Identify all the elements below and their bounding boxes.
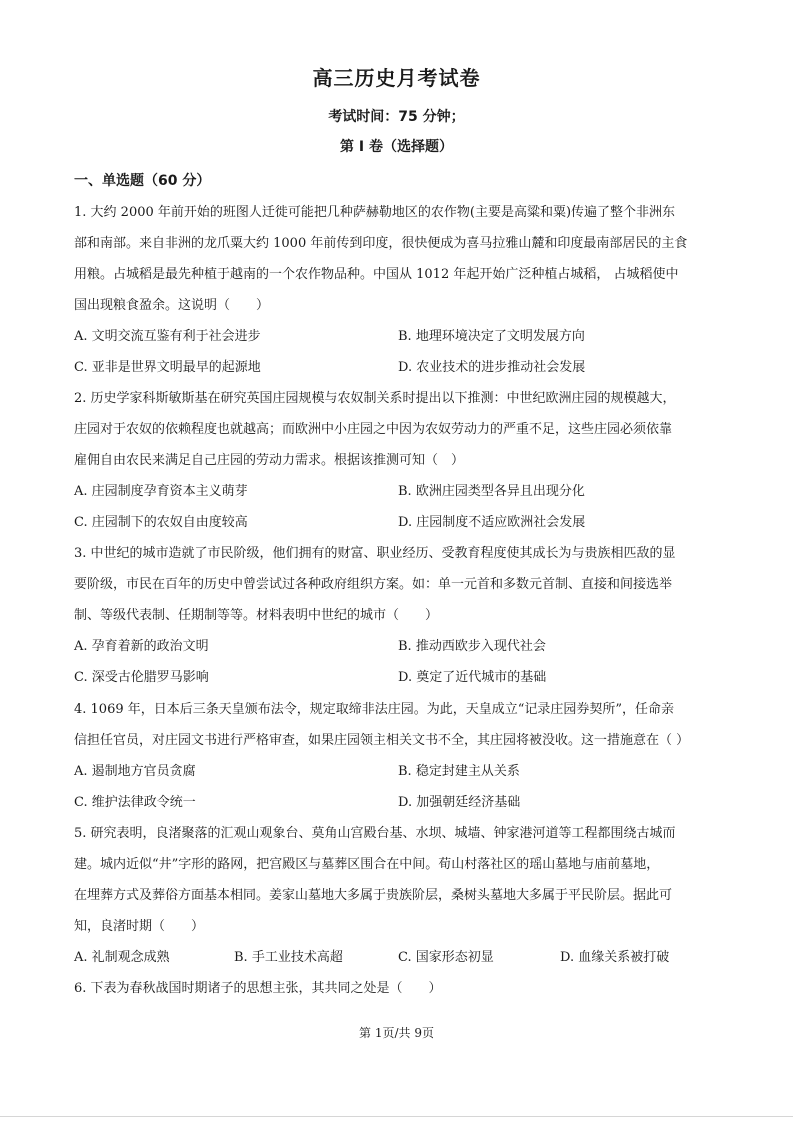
option-c[interactable]: C. 亚非是世界文明最早的起源地 <box>74 360 261 375</box>
question-line: 雇佣自由农民来满足自己庄园的劳动力需求。根据该推测可知（ ） <box>74 453 465 468</box>
question-line: 6. 下表为春秋战国时期诸子的思想主张，其共同之处是（ ） <box>74 981 442 996</box>
option-a[interactable]: A. 孕育着新的政治文明 <box>74 639 209 654</box>
question-6 <box>74 973 726 1004</box>
option-c[interactable]: C. 维护法律政令统一 <box>74 795 196 810</box>
question-line: 5. 研究表明，良渚聚落的汇观山观象台、莫角山宫殿台基、水坝、城墙、钟家港河道等工程都围绕古城而 <box>74 826 676 841</box>
question-3-options <box>74 631 726 693</box>
option-b[interactable]: B. 稳定封建主从关系 <box>398 764 520 779</box>
page-number: 第 1页/共 9页 <box>359 1026 434 1040</box>
section-heading: 一、单选题（60 分） <box>74 173 211 189</box>
question-1-options <box>74 321 726 383</box>
question-5-options <box>74 942 726 973</box>
question-line: 信担任官员，对庄园文书进行严格审查，如果庄园领主相关文书不全，其庄园将被没收。这一措施意在（ ） <box>74 733 690 748</box>
option-c[interactable]: C. 庄园制下的农奴自由度较高 <box>74 515 248 530</box>
option-c[interactable]: C. 深受古伦腊罗马影响 <box>74 670 209 685</box>
option-b[interactable]: B. 地理环境决定了文明发展方向 <box>398 329 585 344</box>
volume-heading: 第 I 卷（选择题） <box>340 139 453 155</box>
question-line: 2. 历史学家科斯敏斯基在研究英国庄园规模与农奴制关系时提出以下推测：中世纪欧洲庄园的规模越大， <box>74 391 676 406</box>
question-4-options <box>74 756 726 818</box>
option-a[interactable]: A. 庄园制度孕育资本主义萌芽 <box>74 484 248 499</box>
option-a[interactable]: A. 文明交流互鉴有利于社会进步 <box>74 329 261 344</box>
option-d[interactable]: D. 庄园制度不适应欧洲社会发展 <box>398 515 586 530</box>
question-line: 用粮。占城稻是最先种植于越南的一个农作物品种。中国从 1012 年起开始广泛种植占城稻， 占城稻使中 <box>74 267 679 282</box>
page-edge-divider <box>0 1116 793 1117</box>
question-line: 3. 中世纪的城市造就了市民阶级，他们拥有的财富、职业经历、受教育程度使其成长为与贵族相匹敌的显 <box>74 546 676 561</box>
option-a[interactable]: A. 遏制地方官员贪腐 <box>74 764 196 779</box>
option-b[interactable]: B. 推动西欧步入现代社会 <box>398 639 546 654</box>
question-line: 庄园对于农奴的依赖程度也就越高；而欧洲中小庄园之中因为农奴劳动力的严重不足，这些庄园必须依靠 <box>74 422 673 437</box>
question-line: 4. 1069 年，日本后三条天皇颁布法令，规定取缔非法庄园。为此，天皇成立“记录庄园券契所”，任命亲 <box>74 702 675 717</box>
question-line: 建。城内近似“井”字形的路网，把宫殿区与墓葬区围合在中间。荀山村落社区的瑶山墓地与庙前墓地， <box>74 857 660 872</box>
question-line: 国出现粮食盈余。这说明（ ） <box>74 298 270 313</box>
option-d[interactable]: D. 奠定了近代城市的基础 <box>398 670 547 685</box>
option-c[interactable]: C. 国家形态初显 <box>398 950 494 965</box>
option-a[interactable]: A. 礼制观念成熟 <box>74 950 170 965</box>
option-b[interactable]: B. 欧洲庄园类型各异且出现分化 <box>398 484 585 499</box>
question-line: 制、等级代表制、任期制等等。材料表明中世纪的城市（ ） <box>74 608 439 623</box>
question-line: 在埋葬方式及葬俗方面基本相同。姜家山墓地大多属于贵族阶层，桑树头墓地大多属于平民阶层。据此可 <box>74 888 673 903</box>
option-d[interactable]: D. 加强朝廷经济基础 <box>398 795 521 810</box>
option-d[interactable]: D. 农业技术的进步推动社会发展 <box>398 360 586 375</box>
question-2 <box>74 383 726 476</box>
question-line: 部和南部。来自非洲的龙爪粟大约 1000 年前传到印度，很快便成为喜马拉雅山麓和印度最南部居民的主食 <box>74 236 688 251</box>
question-4 <box>74 694 726 756</box>
question-line: 1. 大约 2000 年前开始的班图人迁徙可能把几种萨赫勒地区的农作物(主要是高粱和粟)传遍了整个非洲东 <box>74 205 676 220</box>
question-line: 知，良渚时期（ ） <box>74 919 205 934</box>
option-d[interactable]: D. 血缘关系被打破 <box>560 950 670 965</box>
question-3 <box>74 538 726 631</box>
exam-title: 高三历史月考试卷 <box>312 66 481 90</box>
question-line: 要阶级，市民在百年的历史中曾尝试过各种政府组织方案。如：单一元首和多数元首制、直接和间接选举 <box>74 577 673 592</box>
question-1 <box>74 197 726 321</box>
question-2-options <box>74 476 726 538</box>
option-b[interactable]: B. 手工业技术高超 <box>234 950 343 965</box>
exam-time: 考试时间：75 分钟； <box>328 109 465 125</box>
question-5 <box>74 818 726 942</box>
